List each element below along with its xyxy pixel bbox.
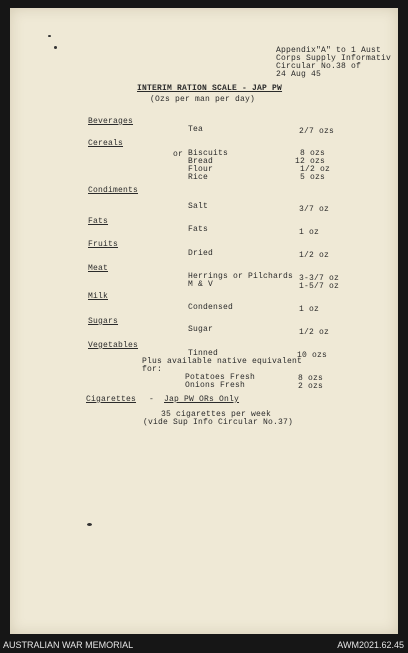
qty-dried: 1/2 oz xyxy=(299,251,330,260)
item-dried: Dried xyxy=(188,249,214,258)
item-fats: Fats xyxy=(188,225,209,234)
section-heading-sugars: Sugars xyxy=(88,317,119,326)
qty-herrings: 3-3/7 oz xyxy=(299,274,340,283)
item-potatoes: Potatoes Fresh xyxy=(185,373,256,382)
qty-tinned: 10 ozs xyxy=(297,351,328,360)
appendix-line-3: Circular No.38 of xyxy=(276,62,362,71)
footer-institution: AUSTRALIAN WAR MEMORIAL xyxy=(3,640,134,650)
section-heading-cigarettes: Cigarettes xyxy=(86,395,137,404)
qty-condensed: 1 oz xyxy=(299,305,320,314)
ink-mark xyxy=(48,35,51,37)
section-heading-condiments: Condiments xyxy=(88,186,139,195)
cigarettes-line-2: (vide Sup Info Circular No.37) xyxy=(143,418,294,427)
section-heading-beverages: Beverages xyxy=(88,117,134,126)
section-heading-vegetables: Vegetables xyxy=(88,341,139,350)
item-tea: Tea xyxy=(188,125,204,134)
document-title: INTERIM RATION SCALE - JAP PW xyxy=(137,84,283,93)
appendix-line-2: Corps Supply Informativ xyxy=(276,54,392,63)
appendix-line-1: Appendix"A" to 1 Aust xyxy=(276,46,382,55)
item-flour: Flour xyxy=(188,165,214,174)
qty-m-and-v: 1-5/7 oz xyxy=(299,282,340,291)
section-heading-fruits: Fruits xyxy=(88,240,119,249)
qty-onions: 2 ozs xyxy=(298,382,324,391)
item-onions: Onions Fresh xyxy=(185,381,246,390)
qty-potatoes: 8 ozs xyxy=(298,374,324,383)
section-heading-fats: Fats xyxy=(88,217,109,226)
item-bread: Bread xyxy=(188,157,214,166)
cereals-or: or xyxy=(173,150,184,159)
qty-sugar: 1/2 oz xyxy=(299,328,330,337)
document-subtitle: (Ozs per man per day) xyxy=(150,95,256,104)
appendix-line-4: 24 Aug 45 xyxy=(276,70,322,79)
cigarettes-dash: - xyxy=(149,395,155,404)
section-heading-cereals: Cereals xyxy=(88,139,124,148)
document-page xyxy=(10,8,398,634)
item-condensed: Condensed xyxy=(188,303,234,312)
qty-biscuits: 8 ozs xyxy=(300,149,326,158)
ink-mark xyxy=(54,46,57,49)
item-biscuits: Biscuits xyxy=(188,149,229,158)
cigarettes-line-1: 35 cigarettes per week xyxy=(161,410,272,419)
cigarettes-restriction: Jap PW ORs Only xyxy=(164,395,240,404)
item-sugar: Sugar xyxy=(188,325,214,334)
ink-mark xyxy=(87,523,92,526)
section-heading-meat: Meat xyxy=(88,264,109,273)
qty-tea: 2/7 ozs xyxy=(299,127,335,136)
item-salt: Salt xyxy=(188,202,209,211)
qty-flour: 1/2 oz xyxy=(300,165,331,174)
qty-salt: 3/7 oz xyxy=(299,205,330,214)
vegetables-note-1: Plus available native equivalent xyxy=(142,357,303,366)
qty-rice: 5 ozs xyxy=(300,173,326,182)
item-herrings: Herrings or Pilchards xyxy=(188,272,294,281)
vegetables-note-2: for: xyxy=(142,365,163,374)
item-m-and-v: M & V xyxy=(188,280,214,289)
qty-bread: 12 ozs xyxy=(295,157,326,166)
qty-fats: 1 oz xyxy=(299,228,320,237)
footer-accession-number: AWM2021.62.45 xyxy=(337,640,404,650)
section-heading-milk: Milk xyxy=(88,292,109,301)
footer-bar xyxy=(0,636,408,653)
item-tinned: Tinned xyxy=(188,349,219,358)
item-rice: Rice xyxy=(188,173,209,182)
